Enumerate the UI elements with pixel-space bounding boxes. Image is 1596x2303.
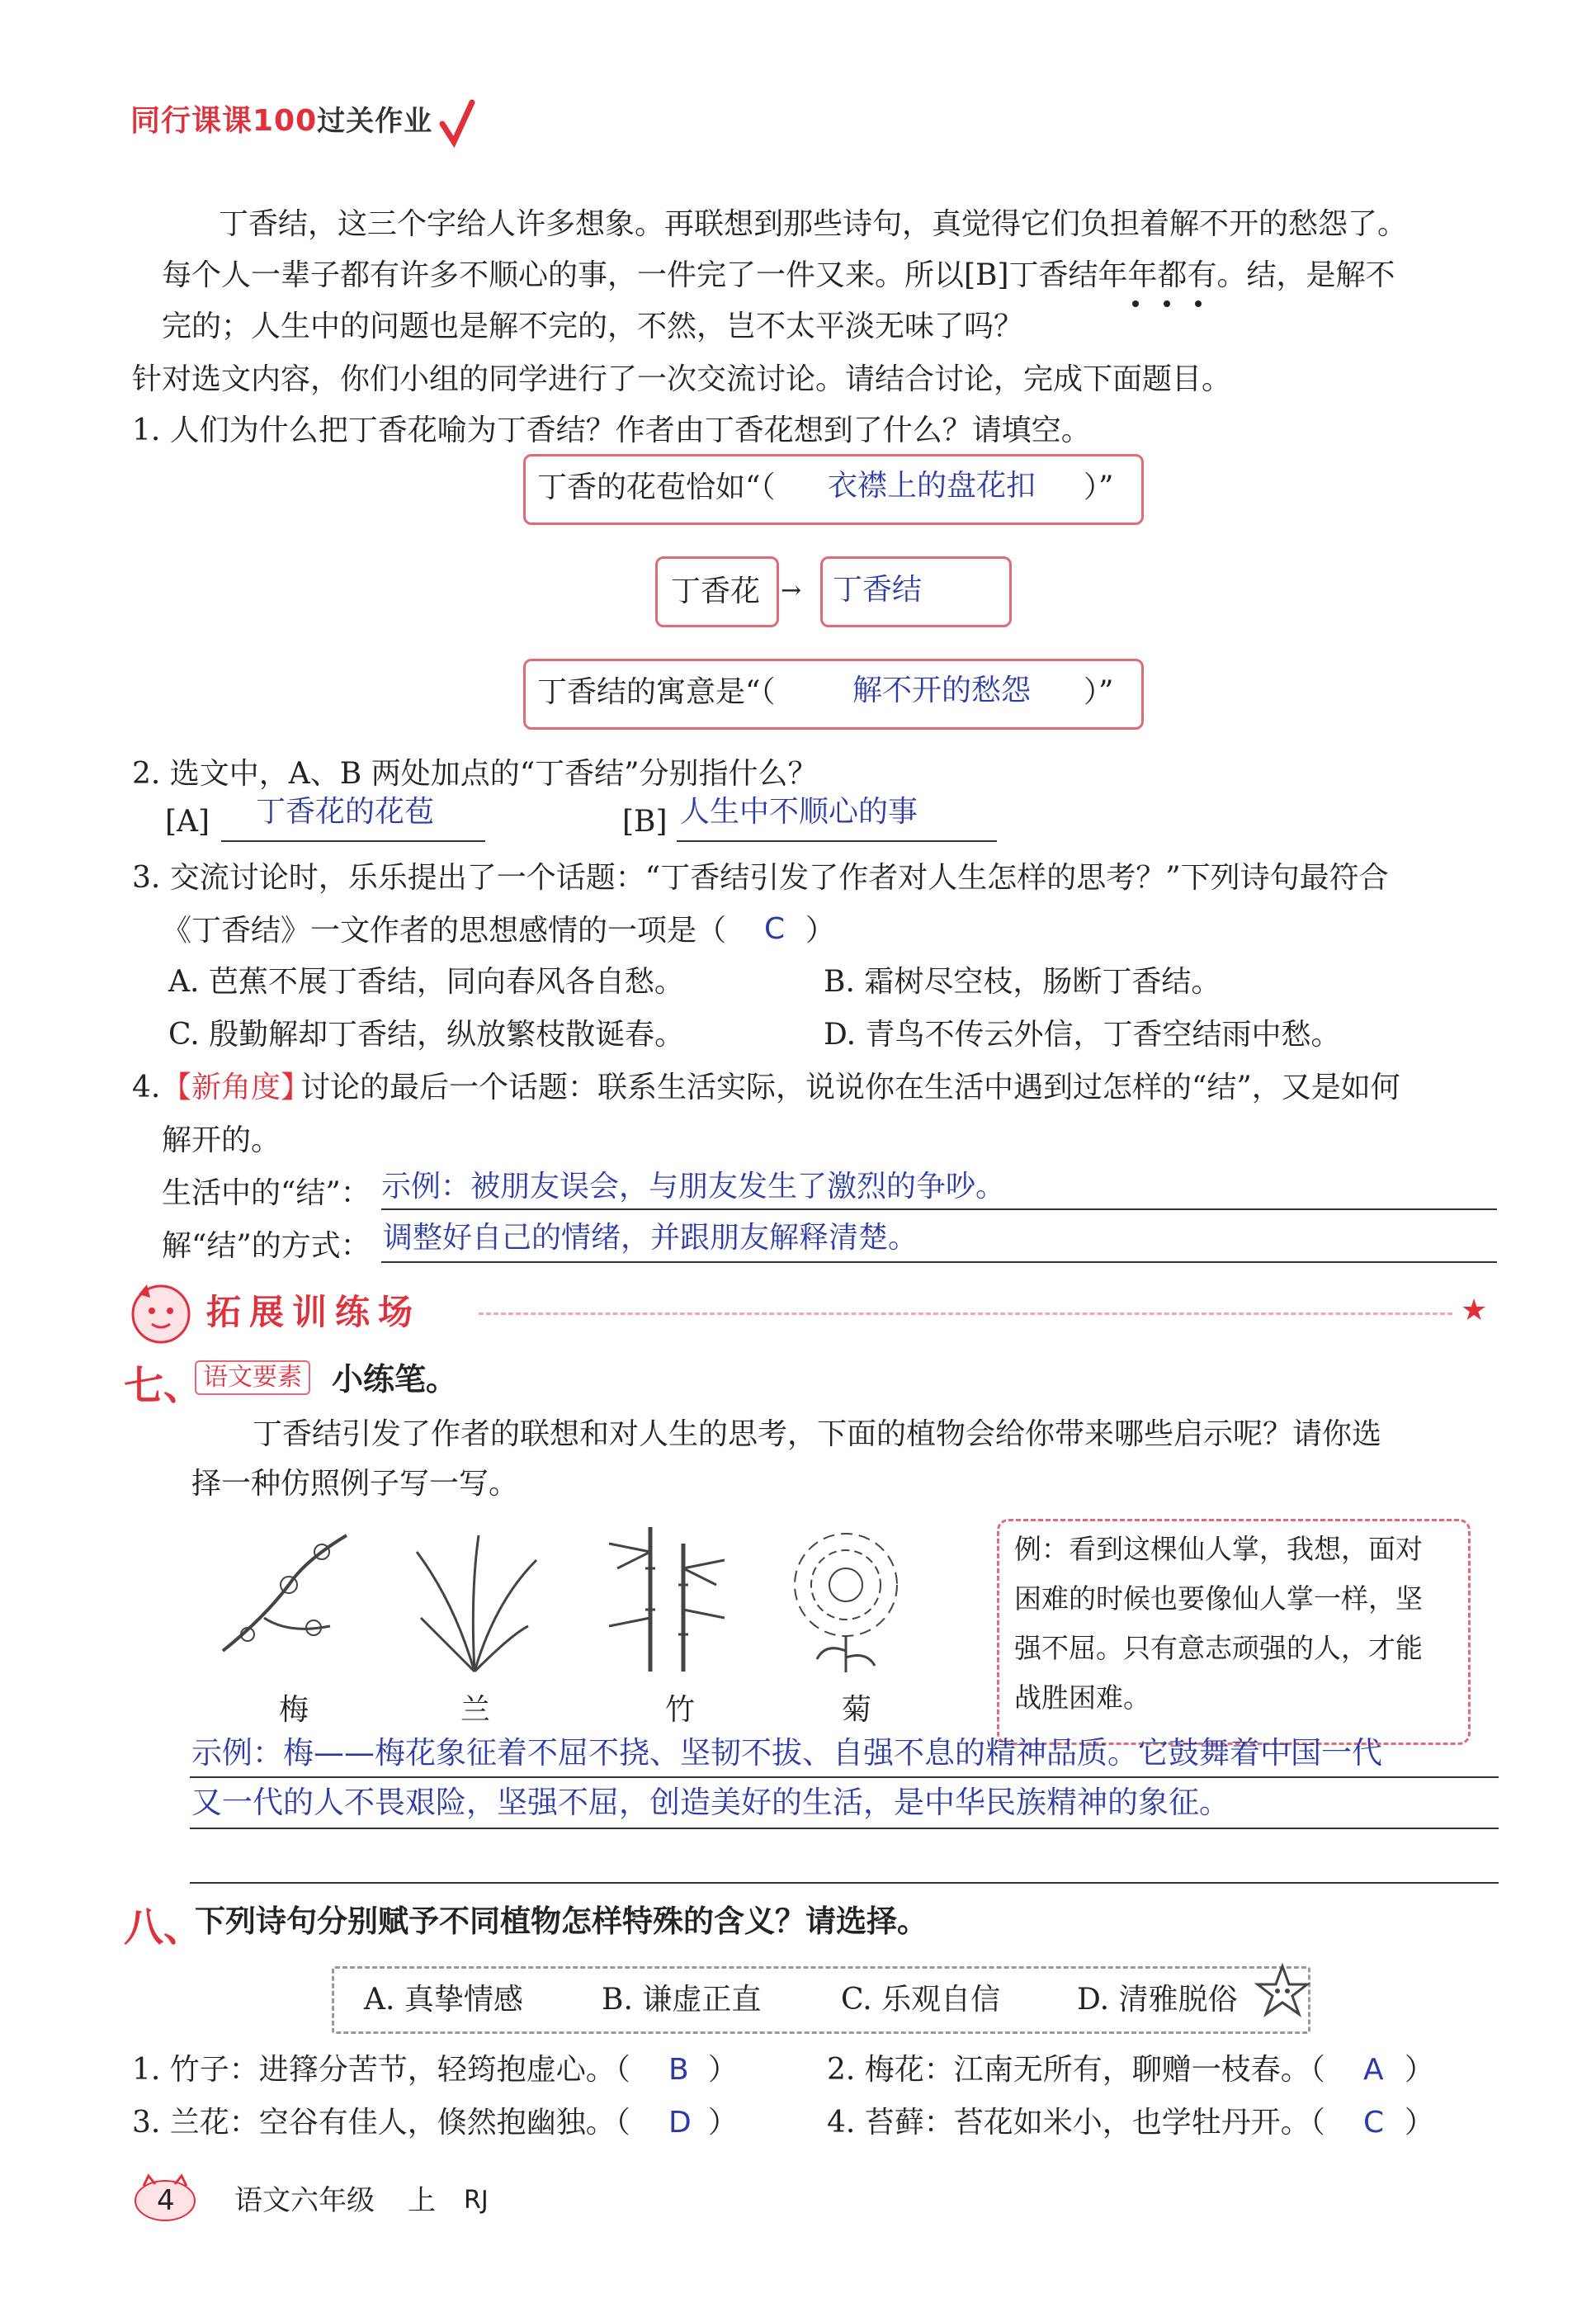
example-line-2: 困难的时候也要像仙人掌一样，坚 (1014, 1582, 1423, 1615)
arrow-right-icon: → (781, 576, 802, 605)
q8-item-2-close: ） (1405, 2053, 1435, 2087)
q1-box2-prefix: 丁香结的寓意是“（ (537, 675, 776, 709)
q1-flow-right: 丁香结 (833, 573, 923, 607)
q1-box1-suffix: ）” (1084, 471, 1114, 504)
passage-line-1: 丁香结，这三个字给人许多想象。再联想到那些诗句，真觉得它们负担着解不开的愁怨了。 (219, 207, 1408, 241)
q3-stem2-suffix: ） (805, 914, 836, 948)
q1-box2-answer: 解不开的愁怨 (852, 674, 1032, 707)
q1-flow-left-box (655, 556, 779, 627)
q2-b-answer: 人生中不顺心的事 (680, 795, 918, 829)
emphasis-dot (1195, 300, 1202, 307)
q8-item-1-answer: B (668, 2053, 689, 2087)
mascot-icon (125, 1276, 196, 1347)
q1-box1-prefix: 丁香的花苞恰如“（ (537, 471, 776, 504)
q3-option-d: D. 青鸟不传云外信，丁香空结雨中愁。 (824, 1018, 1341, 1052)
q8-item-3-close: ） (708, 2106, 739, 2140)
plum-blossom-icon (215, 1519, 355, 1676)
q4-solve-answer: 调整好自己的情绪，并跟朋友解释清楚。 (383, 1221, 918, 1255)
chrysanthemum-icon (776, 1519, 916, 1676)
q1-stem: 1. 人们为什么把丁香花喻为丁香结？作者由丁香花想到了什么？请填空。 (132, 414, 1091, 447)
q8-choice-a: A. 真挚情感 (364, 1983, 523, 2017)
q8-num: 八、 (124, 1904, 204, 1951)
star-icon: ★ (1461, 1293, 1488, 1327)
q3-option-c: C. 殷勤解却丁香结，纵放繁枝散诞春。 (168, 1018, 685, 1052)
q4-tag: 【新角度】 (162, 1071, 311, 1104)
q7-num: 七、 (124, 1363, 204, 1409)
example-box (997, 1519, 1471, 1745)
passage-intro: 针对选文内容，你们小组的同学进行了一次交流讨论。请结合讨论，完成下面题目。 (132, 362, 1232, 396)
q8-item-4-answer: C (1363, 2106, 1385, 2140)
plant-label-chrysanthemum: 菊 (842, 1693, 872, 1727)
q8-title: 下列诗句分别赋予不同植物怎样特殊的含义？请选择。 (195, 1903, 928, 1939)
q1-flow-left: 丁香花 (671, 575, 761, 608)
q7-title: 小练笔。 (332, 1361, 458, 1397)
plant-label-plum: 梅 (279, 1693, 309, 1727)
brand-suffix: 过关作业 (317, 105, 433, 138)
plant-label-bamboo: 竹 (665, 1693, 696, 1727)
section-divider (479, 1312, 1452, 1315)
emphasis-dot (1132, 300, 1139, 307)
q1-box-1 (523, 454, 1144, 525)
q4-stem2: 解开的。 (162, 1123, 281, 1157)
q1-box-2 (523, 659, 1144, 730)
q7-answer-line-2: 又一代的人不畏艰险，坚强不屈，创造美好的生活，是中华民族精神的象征。 (191, 1785, 1230, 1820)
q1-flow-right-box (820, 556, 1012, 627)
example-line-1: 例：看到这棵仙人掌，我想，面对 (1014, 1533, 1423, 1565)
brand-logo (130, 97, 432, 140)
q4-stem: 讨论的最后一个话题：联系生活实际，说说你在生活中遇到过怎样的“结”，又是如何 (300, 1071, 1400, 1104)
q2-b-label: [B] (622, 805, 668, 839)
q2-a-answer: 丁香花的花苞 (256, 795, 435, 829)
q8-item-3-answer: D (668, 2106, 692, 2140)
q2-b-underline (677, 840, 997, 842)
passage-line-2: 每个人一辈子都有许多不顺心的事，一件完了一件又来。所以[B]丁香结年年都有。结，是解不 (162, 258, 1395, 292)
q4-knot-label: 生活中的“结”： (162, 1176, 371, 1210)
q3-answer: C (764, 912, 786, 946)
q8-item-4: 4. 苔藓：苔花如米小，也学牡丹开。（ (827, 2106, 1325, 2140)
q8-item-3: 3. 兰花：空谷有佳人，倏然抱幽独。（ (132, 2106, 630, 2140)
q4-solve-underline (381, 1261, 1497, 1263)
q8-choice-c: C. 乐观自信 (841, 1983, 1001, 2017)
orchid-icon (404, 1519, 545, 1676)
passage-line-3: 完的；人生中的问题也是解不完的，不然，岂不太平淡无味了吗？ (162, 310, 1024, 343)
q8-choice-b: B. 谦虚正直 (602, 1983, 762, 2017)
page-number: 4 (157, 2184, 175, 2217)
brand-name: 同行课课100 (130, 104, 318, 138)
footer-edition: RJ (464, 2186, 489, 2215)
bamboo-icon (593, 1519, 733, 1676)
check-icon (439, 99, 475, 149)
q7-tag: 语文要素 (195, 1360, 310, 1395)
example-line-4: 战胜困难。 (1014, 1681, 1150, 1714)
emphasis-dot (1164, 300, 1170, 307)
q4-solve-label: 解“结”的方式： (162, 1229, 371, 1263)
q3-stem2-prefix: 《丁香结》一文作者的思想感情的一项是（ (162, 914, 727, 948)
q8-item-1-close: ） (708, 2053, 739, 2087)
q7-underline-3 (190, 1882, 1499, 1884)
q2-a-label: [A] (165, 805, 210, 839)
section-title: 拓展训练场 (206, 1292, 422, 1332)
footer-volume: 上 (408, 2184, 436, 2217)
q8-item-2-answer: A (1363, 2053, 1384, 2087)
q8-item-2: 2. 梅花：江南无所有，聊赠一枝春。（ (827, 2053, 1325, 2087)
q2-a-underline (221, 840, 485, 842)
q2-stem: 2. 选文中，A、B 两处加点的“丁香结”分别指什么？ (132, 757, 818, 791)
mascot-star-icon (1253, 1960, 1312, 2026)
q3-option-b: B. 霜树尽空枝，肠断丁香结。 (824, 965, 1221, 999)
plant-label-orchid: 兰 (460, 1693, 491, 1727)
q8-options-box (332, 1966, 1310, 2034)
q7-prompt-1: 丁香结引发了作者的联想和对人生的思考，下面的植物会给你带来哪些启示呢？请你选 (253, 1417, 1382, 1451)
q4-knot-underline (381, 1208, 1497, 1210)
q1-box2-suffix: ）” (1084, 675, 1114, 709)
q8-item-4-close: ） (1405, 2106, 1435, 2140)
q7-answer-line-1: 示例：梅——梅花象征着不屈不挠、坚韧不拔、自强不息的精神品质。它鼓舞着中国一代 (191, 1735, 1382, 1771)
q8-choice-d: D. 清雅脱俗 (1077, 1983, 1238, 2017)
q7-underline-2 (190, 1828, 1499, 1829)
q4-num: 4. (132, 1071, 161, 1104)
q3-option-a: A. 芭蕉不展丁香结，同向春风各自愁。 (168, 965, 684, 999)
q7-prompt-2: 择一种仿照例子写一写。 (191, 1467, 519, 1501)
footer-book: 语文六年级 (234, 2184, 375, 2217)
q1-box1-answer: 衣襟上的盘花扣 (828, 469, 1036, 503)
q3-stem: 3. 交流讨论时，乐乐提出了一个话题：“丁香结引发了作者对人生怎样的思考？”下列诗句最符合 (132, 861, 1389, 895)
q4-knot-answer: 示例：被朋友误会，与朋友发生了激烈的争吵。 (381, 1170, 1006, 1204)
q8-item-1: 1. 竹子：进箨分苦节，轻筠抱虚心。（ (132, 2053, 630, 2087)
example-line-3: 强不屈。只有意志顽强的人，才能 (1014, 1632, 1423, 1664)
